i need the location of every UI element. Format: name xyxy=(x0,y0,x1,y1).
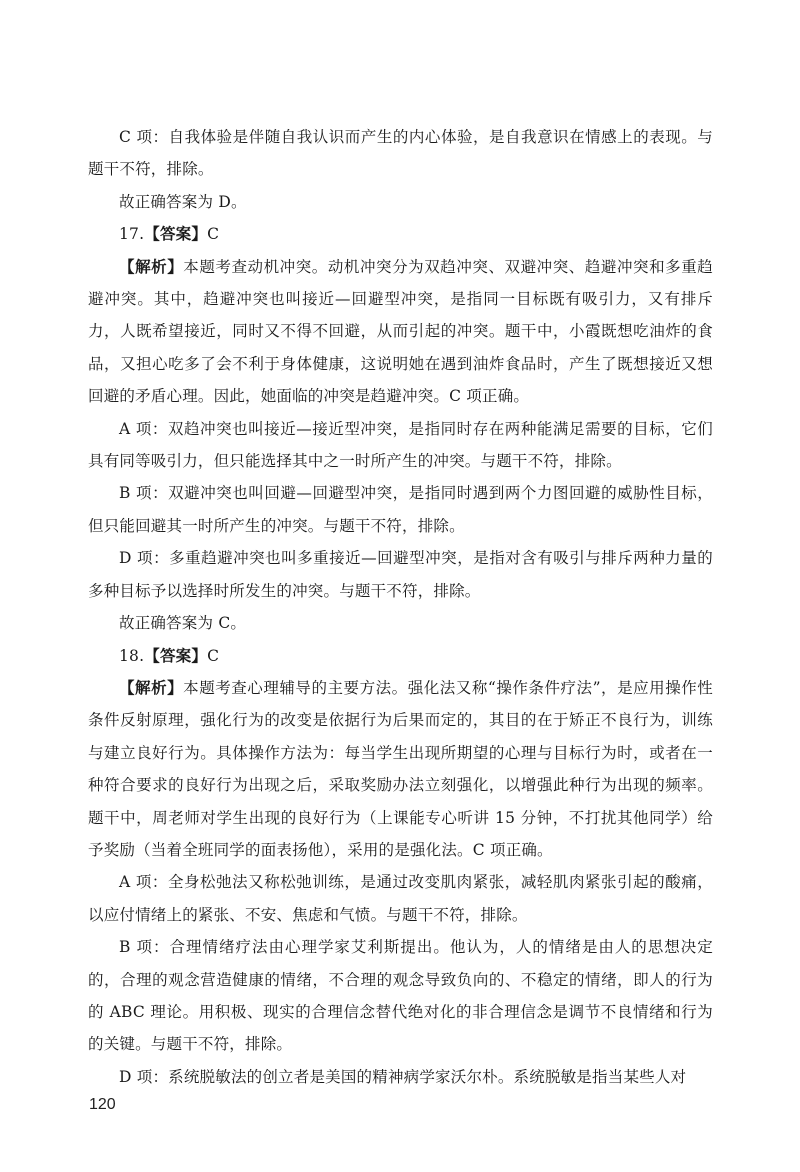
q17-answer: C xyxy=(207,225,220,244)
page-number: 120 xyxy=(89,1096,116,1113)
q17-analysis-label: 【解析】 xyxy=(119,256,184,276)
q18-option-d: D 项：系统脱敏法的创立者是美国的精神病学家沃尔朴。系统脱敏是指当某些人对 xyxy=(119,1067,687,1086)
q18-option-a: A 项：全身松弛法又称松弛训练，是通过改变肌肉紧张，减轻肌肉紧张引起的酸痛，以应付情绪上的紧张、不安、焦虑和气愤。与题干不符，排除。 xyxy=(88,873,713,924)
q17-number: 17. xyxy=(119,225,145,244)
q17-final-answer: 故正确答案为 C。 xyxy=(119,614,247,633)
q18-analysis-text: 本题考查心理辅导的主要方法。强化法又称“操作条件疗法”，是应用操作性条件反射原理，强化行为的改变是依据行为后果而定的，其目的在于矫正不良行为，训练与建立良好行为。具体操作方法为：每当学生出现所期望的心理与目标行为时，或者在一种符合要求的良好行为出现之后，采取奖励办法立刻强化，以增强此种行为出现的频率。题干中，周老师对学生出现的良好行为（上课能专心听讲 15 分钟，不打扰其他同学）给予奖励（当着全班同学的面表扬他），采用的是强化法。C 项正确。 xyxy=(88,678,713,859)
q17-answer-line xyxy=(88,218,713,250)
q17-analysis xyxy=(88,251,713,413)
body-text xyxy=(88,121,713,1093)
q17-option-b: B 项：双避冲突也叫回避—回避型冲突，是指同时遇到两个力图回避的威胁性目标，但只能回避其一时所产生的冲突。与题干不符，排除。 xyxy=(88,484,713,535)
final-answer-d: 故正确答案为 D。 xyxy=(119,192,247,211)
q17-analysis-text: 本题考查动机冲突。动机冲突分为双趋冲突、双避冲突、趋避冲突和多重趋避冲突。其中，趋避冲突也叫接近—回避型冲突，是指同一目标既有吸引力，又有排斥力，人既希望接近，同时又不得不回避，从而引起的冲突。题干中，小霞既想吃油炸的食品，又担心吃多了会不利于身体健康，这说明她在遇到油炸食品时，产生了既想接近又想回避的矛盾心理。因此，她面临的冲突是趋避冲突。C 项正确。 xyxy=(88,257,713,406)
q18-answer-label: 【答案】 xyxy=(144,645,208,665)
q18-analysis xyxy=(88,672,713,866)
q17-answer-label: 【答案】 xyxy=(144,224,208,244)
q17-option-d: D 项：多重趋避冲突也叫多重接近—回避型冲突，是指对含有吸引与排斥两种力量的多种目标予以选择时所发生的冲突。与题干不符，排除。 xyxy=(88,549,713,600)
q18-answer: C xyxy=(207,646,220,665)
q18-number: 18. xyxy=(119,646,145,665)
q18-option-b: B 项：合理情绪疗法由心理学家艾利斯提出。他认为，人的情绪是由人的思想决定的，合理的观念营造健康的情绪，不合理的观念导致负向的、不稳定的情绪，即人的行为的 ABC 理论。用积极、现实的合理信念替代绝对化的非合理信念是调节不良情绪和行为的关键。与题干不符，排除。 xyxy=(88,938,713,1054)
option-c-paragraph: C 项：自我体验是伴随自我认识而产生的内心体验，是自我意识在情感上的表现。与题干不符，排除。 xyxy=(88,128,713,179)
q18-answer-line xyxy=(88,640,713,672)
q17-option-a: A 项：双趋冲突也叫接近—接近型冲突，是指同时存在两种能满足需要的目标，它们具有同等吸引力，但只能选择其中之一时所产生的冲突。与题干不符，排除。 xyxy=(88,419,713,471)
q18-analysis-label: 【解析】 xyxy=(119,677,184,697)
